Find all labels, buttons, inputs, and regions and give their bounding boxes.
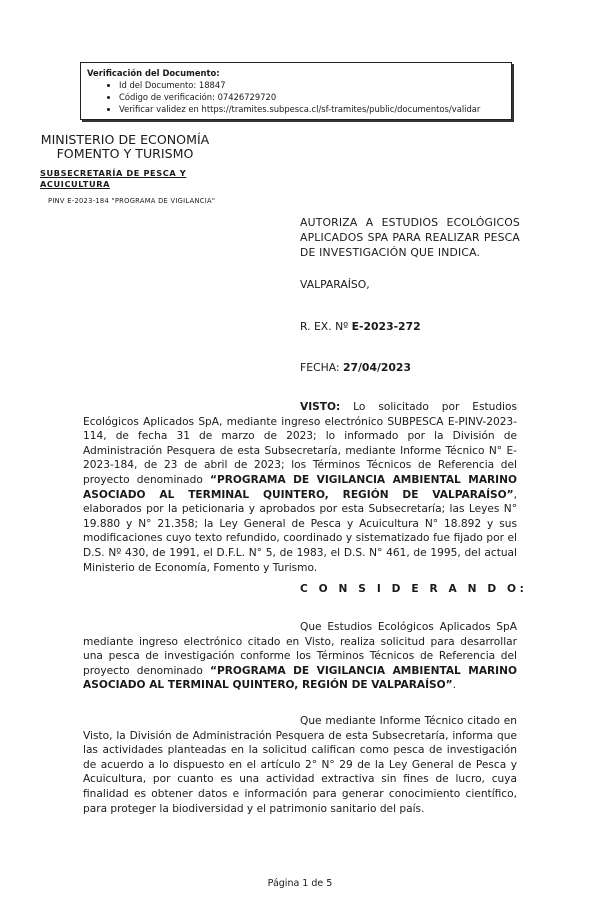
verification-url[interactable]: • Verificar validez en https://tramites.subpesca.cl/sf-tramites/public/documentos/validar bbox=[119, 103, 507, 115]
verification-doc-id: • Id del Documento: 18847 bbox=[119, 79, 507, 91]
verification-list bbox=[87, 79, 507, 115]
considerando-p1-project: “PROGRAMA DE VIGILANCIA AMBIENTAL MARINO ASOCIADO AL TERMINAL QUINTERO, REGIÓN DE VALPARAÍSO” bbox=[83, 664, 517, 692]
resolution-number-value: E-2023-272 bbox=[351, 320, 421, 333]
resolution-date-label: FECHA: bbox=[300, 361, 343, 374]
subsecretaria-name: SUBSECRETARÍA DE PESCA Y ACUICULTURA bbox=[40, 168, 187, 189]
considerando-p1-end: . bbox=[452, 679, 457, 692]
considerando-p1-text: Que Estudios Ecológicos Aplicados SpA mediante ingreso electrónico citado en Visto, realiza solicitud para desarrollar una pesca de investigación conforme los Términos Técnicos de Referencia del proyecto denominado bbox=[83, 621, 517, 677]
verification-box bbox=[80, 62, 512, 120]
considerando-paragraph-2: Que mediante Informe Técnico citado en Visto, la División de Administración Pesquera de esta Subsecretaría, informa que las actividades planteadas en la solicitud califican como pesca de investigación de acuerdo a lo dispuesto en el artículo 2° N° 29 de la Ley General de Pesca y Acuicultura, por cuanto es una actividad extractiva sin fines de lucro, cuya finalidad es obtener datos e información para generar conocimiento científico, para proteger la biodiversidad y el patrimonio sanitario del país. bbox=[83, 715, 517, 815]
ministry-line-1: MINISTERIO DE ECONOMÍA bbox=[40, 132, 210, 147]
visto-paragraph bbox=[83, 400, 517, 575]
resolution-summary: AUTORIZA A ESTUDIOS ECOLÓGICOS APLICADOS SPA PARA REALIZAR PESCA DE INVESTIGACIÓN QUE INDICA. bbox=[300, 216, 520, 259]
ministry-line-2: FOMENTO Y TURISMO bbox=[56, 146, 194, 161]
resolution-city: VALPARAÍSO, bbox=[300, 278, 370, 291]
page-number: Página 1 de 5 bbox=[267, 878, 333, 889]
resolution-number bbox=[300, 319, 520, 334]
verification-code: • Código de verificación: 07426729720 bbox=[119, 91, 507, 103]
visto-label: VISTO: bbox=[300, 401, 341, 413]
pinv-reference: PINV E-2023-184 "PROGRAMA DE VIGILANCIA" bbox=[48, 197, 216, 205]
resolution-date-value: 27/04/2023 bbox=[342, 361, 411, 374]
verification-title: Verificación del Documento: bbox=[87, 68, 220, 78]
ministry-header bbox=[40, 133, 210, 161]
resolution-date bbox=[300, 360, 520, 375]
resolution-number-label: R. EX. Nº bbox=[300, 320, 352, 333]
visto-project-name: “PROGRAMA DE VIGILANCIA AMBIENTAL MARINO ASOCIADO AL TERMINAL QUINTERO, REGIÓN DE VALPARAÍSO” bbox=[83, 473, 517, 501]
visto-text-2: , elaborados por la peticionaria y aprobados por esta Subsecretaría; las Leyes N° 19.880 y N° 21.358; la Ley General de Pesca y Acuicultura N° 18.892 y sus modificaciones cuyo texto refundido, coordinado y sistematizado fue fijado por el D.S. Nº 430, de 1991, el D.F.L. N° 5, de 1983, el D.S. N° 461, de 1995, del actual Ministerio de Economía, Fomento y Turismo. bbox=[83, 488, 517, 574]
considerando-heading: C O N S I D E R A N D O: bbox=[300, 583, 528, 595]
considerando-paragraph-1 bbox=[83, 620, 517, 693]
visto-text-1: Lo solicitado por Estudios Ecológicos Aplicados SpA, mediante ingreso electrónico SUBPESCA E-PINV-2023-114, de fecha 31 de marzo de 2023; lo informado por la División de Administración Pesquera de esta Subsecretaría, mediante Informe Técnico N° E-2023-184, de 23 de abril de 2023; los Términos Técnicos de Referencia del proyecto denominado bbox=[83, 401, 517, 486]
